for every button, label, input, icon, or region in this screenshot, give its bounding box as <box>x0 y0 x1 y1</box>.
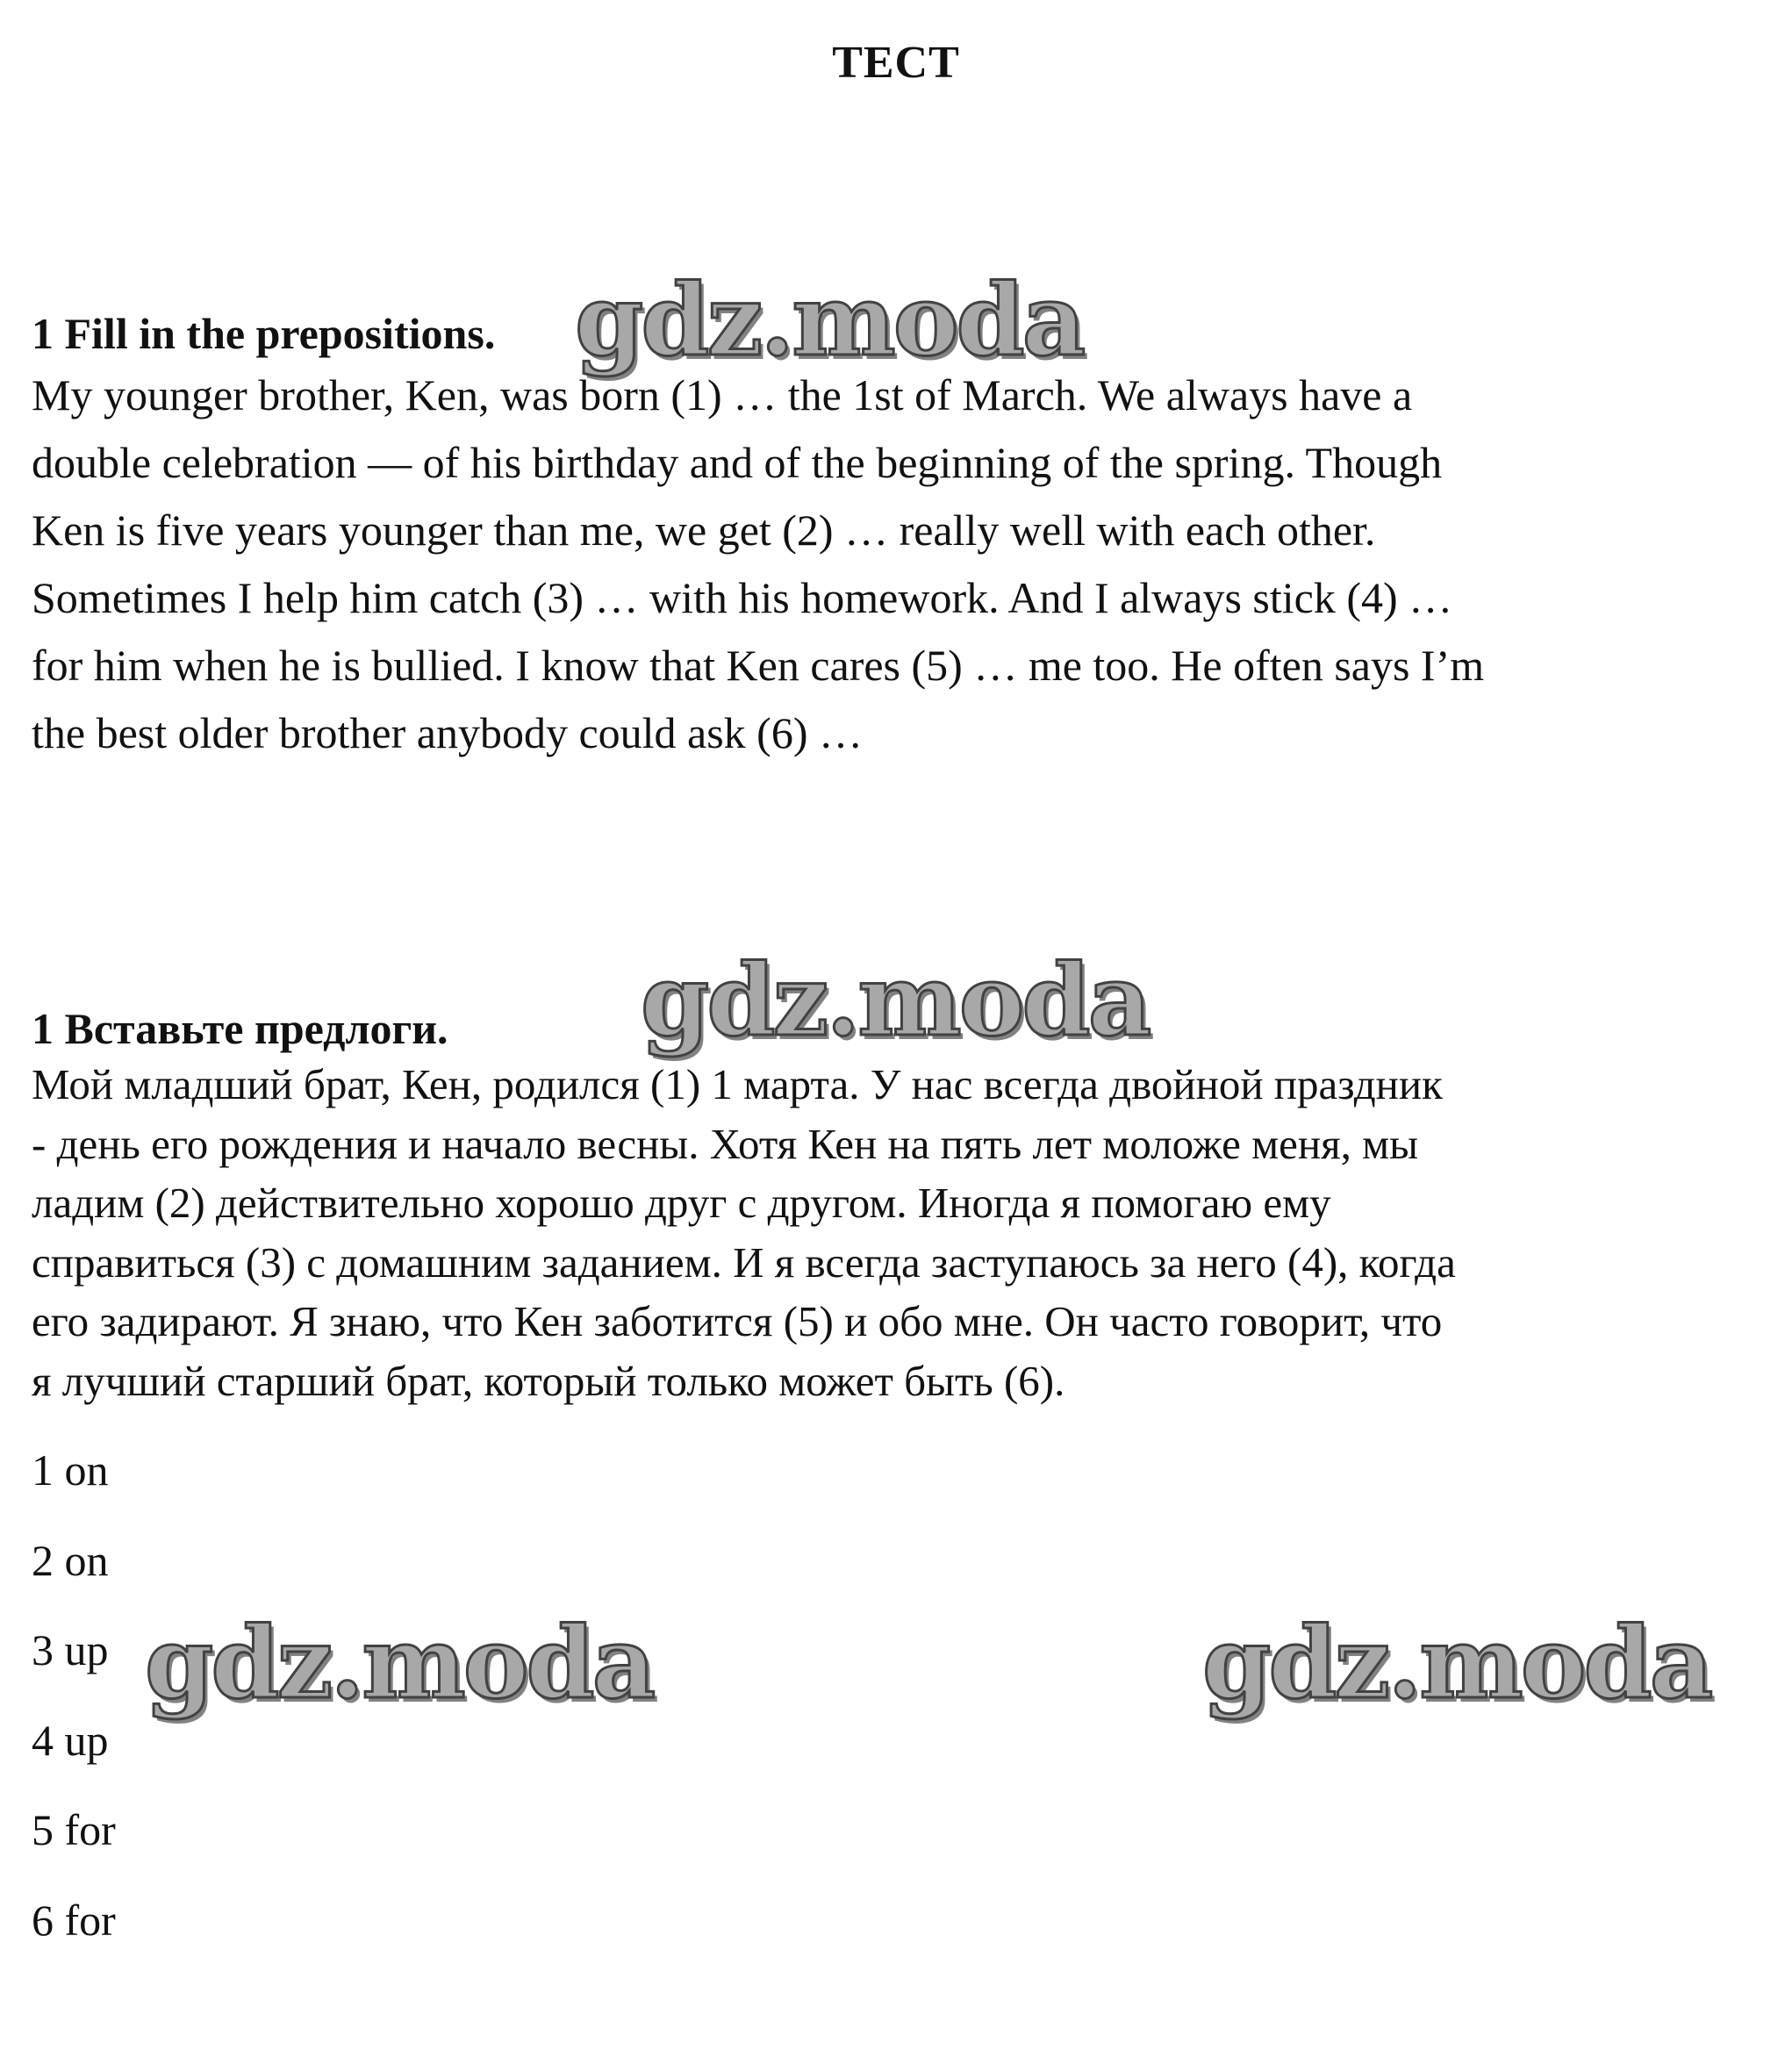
answer-item: 3 up <box>32 1625 109 1674</box>
english-line: for him when he is bullied. I know that Ken cares (5) … me too. He often says I’m <box>32 641 1485 690</box>
english-line: Ken is five years younger than me, we get (2) … really well with each other. <box>32 505 1376 555</box>
english-line: My younger brother, Ken, was born (1) … the 1st of March. We always have a <box>32 370 1413 419</box>
russian-line: ладим (2) действительно хорошо друг с другом. Иногда я помогаю ему <box>32 1179 1331 1227</box>
russian-line: Мой младший брат, Кен, родился (1) 1 марта. У нас всегда двойной праздник <box>32 1060 1443 1108</box>
english-exercise <box>32 307 1760 767</box>
answer-item: 6 for <box>32 1895 116 1945</box>
answer-list <box>32 1439 116 1979</box>
english-line: the best older brother anybody could ask (6) … <box>32 708 863 757</box>
answer-item: 1 on <box>32 1445 109 1495</box>
answer-item: 4 up <box>32 1715 109 1765</box>
russian-line: его задирают. Я знаю, что Кен заботится (5) и обо мне. Он часто говорит, что <box>32 1297 1443 1345</box>
english-line: double celebration — of his birthday and of the beginning of the spring. Though <box>32 438 1443 487</box>
english-paragraph <box>32 362 1760 767</box>
answer-item: 5 for <box>32 1805 116 1854</box>
russian-heading: 1 Вставьте предлоги. <box>32 1004 448 1053</box>
russian-paragraph <box>32 1055 1760 1410</box>
english-heading: 1 Fill in the prepositions. <box>32 309 496 358</box>
russian-exercise <box>32 1002 1760 1410</box>
watermark: gdz.moda <box>575 263 1084 378</box>
watermark: gdz.moda <box>1202 1606 1711 1721</box>
russian-line: я лучший старший брат, который только может быть (6). <box>32 1356 1065 1405</box>
answer-item: 2 on <box>32 1535 109 1585</box>
russian-line: справиться (3) с домашним заданием. И я всегда заступаюсь за него (4), когда <box>32 1237 1456 1287</box>
watermark: gdz.moda <box>145 1606 654 1721</box>
russian-line: - день его рождения и начало весны. Хотя Кен на пять лет моложе меня, мы <box>32 1119 1419 1168</box>
english-line: Sometimes I help him catch (3) … with his homework. And I always stick (4) … <box>32 573 1453 622</box>
watermark: gdz.moda <box>641 943 1150 1058</box>
page-title: ТЕСТ <box>832 38 960 88</box>
